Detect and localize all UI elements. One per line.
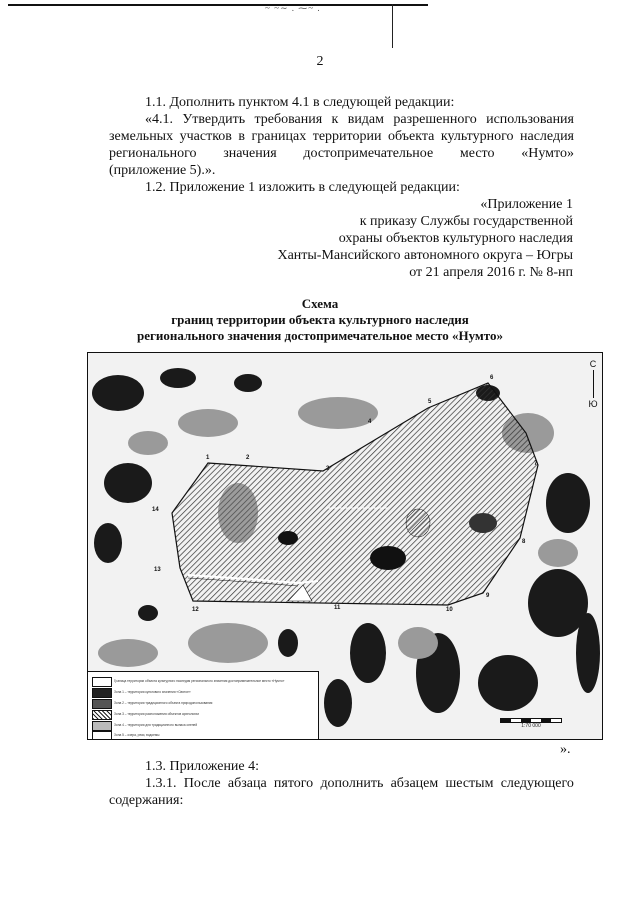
word: абзаца xyxy=(227,776,267,791)
word: место xyxy=(459,146,495,161)
page-number: 2 xyxy=(316,54,324,69)
word: «Нумто» xyxy=(521,146,574,161)
word: достопримечательное xyxy=(303,146,434,161)
legend-item xyxy=(92,709,316,719)
point-label: 6 xyxy=(490,375,494,381)
word: 1.3.1. xyxy=(145,776,177,791)
legend-swatch xyxy=(92,688,112,698)
paragraph-1-3: 1.3. Приложение 4: xyxy=(145,759,260,774)
point-label: 9 xyxy=(486,593,490,599)
scheme-title: Схема xyxy=(301,296,339,311)
paragraph-1-2: 1.2. Приложение 1 изложить в следующей редакции: xyxy=(145,180,460,195)
point-label: 11 xyxy=(334,605,341,611)
legend-text: Зона 2 – территория традиционного объекта природопользования xyxy=(114,701,213,705)
compass-arrow xyxy=(593,370,594,398)
word: пятого xyxy=(273,776,314,791)
scale-label: 1:70 000 xyxy=(521,723,541,729)
legend-swatch xyxy=(92,731,112,740)
stamp-marks: ~ ~∼ . ⁓~ . xyxy=(265,3,321,13)
zone-inner xyxy=(469,513,497,533)
paragraph-4-1-line2: земельных участков в границах территории объекта культурного наследия xyxy=(109,129,574,144)
legend-text: Зона 4 – территория для традиционного выпаса оленей xyxy=(114,723,198,727)
zone-inner xyxy=(370,546,406,570)
point-label: 14 xyxy=(152,507,159,513)
word: шестым xyxy=(445,776,494,791)
appendix-caption-line: Ханты-Мансийского автономного округа – Югры xyxy=(277,248,573,263)
scale-bar xyxy=(500,718,562,729)
header-rule xyxy=(8,4,428,6)
legend-text: Зона 3 – территория расположения объектов археологии xyxy=(114,712,199,716)
word: дополнить xyxy=(320,776,384,791)
point-label: 1 xyxy=(206,455,210,461)
paragraph-4-1-line4: (приложение 5).». xyxy=(109,163,216,178)
paragraph-4-1-line1: «4.1. Утвердить требования к видам разрешенного использования xyxy=(145,112,574,127)
north-label: С xyxy=(589,359,597,369)
point-label: 2 xyxy=(246,455,250,461)
paragraph-1-3-1-line2: содержания: xyxy=(109,793,184,808)
word: регионального xyxy=(109,146,197,161)
legend-swatch xyxy=(92,677,112,687)
legend-item xyxy=(92,720,316,730)
appendix-caption-line: охраны объектов культурного наследия xyxy=(338,231,573,246)
legend-text: Зона 1 – территория культового значения «Святое» xyxy=(114,690,191,694)
quote-end: ». xyxy=(560,742,571,757)
appendix-caption-line: к приказу Службы государственной xyxy=(359,214,573,229)
zone-inner xyxy=(406,509,430,537)
paragraph-1-1: 1.1. Дополнить пунктом 4.1 в следующей редакции: xyxy=(145,95,455,110)
legend-item xyxy=(92,730,316,740)
point-label: 12 xyxy=(192,607,199,613)
point-label: 4 xyxy=(368,419,372,425)
appendix-caption-line: «Приложение 1 xyxy=(480,197,573,212)
zone-inner xyxy=(218,483,258,543)
point-label: 7 xyxy=(534,461,538,467)
word: После xyxy=(183,776,221,791)
legend-swatch xyxy=(92,710,112,720)
paragraph-1-3-1-line1 xyxy=(145,775,574,792)
zone-inner xyxy=(278,531,298,545)
legend-text: Зона 5 – озера, реки, водоемы xyxy=(114,733,160,737)
map-legend xyxy=(88,671,319,740)
territory-map xyxy=(87,352,603,740)
appendix-caption-line: от 21 апреля 2016 г. № 8-нп xyxy=(409,265,573,280)
word: следующего xyxy=(500,776,574,791)
scheme-subtitle: границ территории объекта культурного наследия xyxy=(171,312,469,327)
legend-swatch xyxy=(92,699,112,709)
legend-item xyxy=(92,687,316,697)
point-label: 13 xyxy=(154,567,161,573)
south-label: Ю xyxy=(588,399,598,409)
legend-text: Граница территории объекта культурного наследия регионального значения достопримечательное место «Нумто» xyxy=(114,679,285,683)
word: абзацем xyxy=(390,776,439,791)
point-label: 8 xyxy=(522,539,526,545)
margin-rule xyxy=(392,4,393,48)
word: значения xyxy=(223,146,277,161)
legend-item xyxy=(92,698,316,708)
scheme-subtitle: регионального значения достопримечательное место «Нумто» xyxy=(137,328,503,343)
compass xyxy=(588,359,598,409)
point-label: 10 xyxy=(446,607,453,613)
legend-item xyxy=(92,676,316,686)
point-label: 3 xyxy=(326,466,330,472)
point-label: 5 xyxy=(428,399,432,405)
paragraph-4-1-line3 xyxy=(109,145,574,162)
